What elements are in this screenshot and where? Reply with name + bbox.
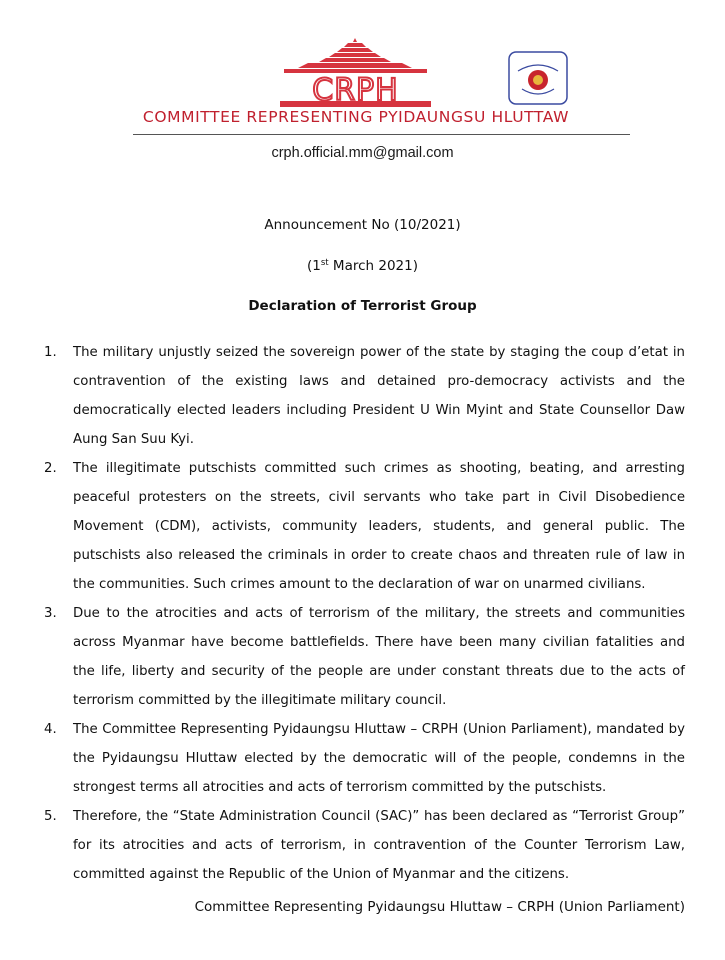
date-superscript: st: [320, 258, 329, 268]
logo-text: CRPH: [312, 73, 399, 108]
signature: Committee Representing Pyidaungsu Hluttaw – CRPH (Union Parliament): [194, 899, 685, 915]
date-prefix: (1: [307, 258, 321, 274]
item-text: Therefore, the “State Administration Council (SAC)” has been declared as “Terrorist Group” for its atrocities and acts of terrorism, in contravention of the Counter Terrorism Law, committed against the Republic of the Union of Myanmar and the citizens.: [73, 809, 685, 882]
list-item: [44, 802, 685, 889]
announcement-number: Announcement No (10/2021): [264, 217, 461, 233]
list-item: [44, 599, 685, 715]
declaration-list: [44, 338, 685, 889]
item-number: 4.: [44, 722, 57, 737]
announcement-title: Declaration of Terrorist Group: [248, 298, 477, 314]
announcement-date: [0, 258, 725, 274]
item-number: 5.: [44, 809, 57, 824]
item-number: 1.: [44, 345, 57, 360]
item-text: The military unjustly seized the sovereign power of the state by staging the coup d’etat in contravention of the existing laws and detained pro-democracy activists and the democratically elected leaders including President U Win Myint and State Counsellor Daw Aung San Suu Kyi.: [73, 345, 685, 447]
org-name: COMMITTEE REPRESENTING PYIDAUNGSU HLUTTAW: [142, 108, 570, 126]
contact-email: crph.official.mm@gmail.com: [271, 145, 454, 161]
letterhead: [0, 0, 725, 170]
item-number: 2.: [44, 461, 57, 476]
item-text: The illegitimate putschists committed such crimes as shooting, beating, and arresting peaceful protesters on the streets, civil servants who take part in Civil Disobedience Movement (CDM), activists, community leaders, students, and general public. The putschists also released the criminals in order to create chaos and threaten rule of law in the communities. Such crimes amount to the declaration of war on unarmed civilians.: [73, 461, 685, 592]
header-divider: [133, 134, 630, 135]
crph-logo: [278, 38, 433, 108]
list-item: [44, 338, 685, 454]
item-text: The Committee Representing Pyidaungsu Hluttaw – CRPH (Union Parliament), mandated by the Pyidaungsu Hluttaw elected by the democratic will of the people, condemns in the strongest terms all atrocities and acts of terrorism committed by the putschists.: [73, 722, 685, 795]
list-item: [44, 454, 685, 599]
item-text: Due to the atrocities and acts of terrorism of the military, the streets and communities across Myanmar have become battlefields. There have been many civilian fatalities and the life, liberty and security of the people are under constant threats due to the acts of terrorism committed by the illegitimate military council.: [73, 606, 685, 708]
parliament-seal-icon: [508, 51, 568, 105]
item-number: 3.: [44, 606, 57, 621]
list-item: [44, 715, 685, 802]
date-suffix: March 2021): [328, 258, 418, 274]
